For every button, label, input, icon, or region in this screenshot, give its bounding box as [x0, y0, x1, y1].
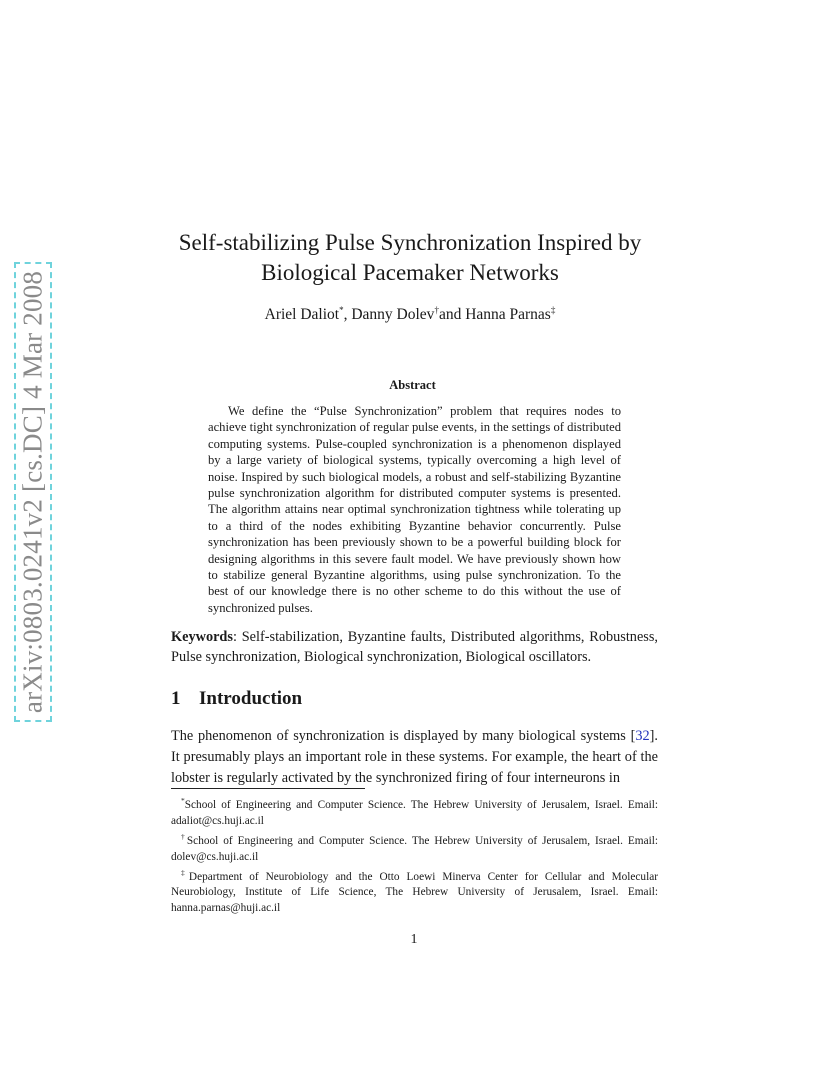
footnote-mark-3[interactable]: ‡ [550, 305, 556, 315]
footnote-mark-2[interactable]: † [434, 305, 439, 315]
author-daliot: Ariel Daliot [264, 306, 340, 324]
section-number: 1 [171, 688, 181, 709]
section-title: Introduction [199, 688, 303, 709]
page-number: 1 [410, 932, 418, 947]
citation-link[interactable]: 32 [635, 728, 650, 744]
abstract-heading: Abstract [389, 378, 436, 392]
footnote-mark: * [181, 796, 185, 805]
intro-paragraph [171, 726, 658, 789]
abstract-text: We define the “Pulse Synchronization” problem that requires nodes to achieve tight synchronization of regular pulse events, in the settings of distributed computing systems. Pulse-coupled synchronization is a phenomenon displayed by a large variety of biological systems, typically overcoming a high level of noise. Inspired by such biological models, a robust and self-stabilizing Byzantine pulse synchronization algorithm for distributed computer systems is presented. The algorithm attains near optimal synchronization tightness while tolerating up to a third of the nodes exhibiting Byzantine behavior concurrently. Pulse synchronization has been previously shown to be a powerful building block for designing algorithms in this severe fault model. We have previously shown how to stabilize general Byzantine algorithms, using pulse synchronization. To the best of our knowledge there is no other scheme to do this without the use of synchronized pulses. [208, 404, 621, 615]
intro-text-end: ]. It presumably plays an important role in these systems. For example, the heart of the lobster is regularly activated by the synchronized firing of four interneurons in [171, 728, 658, 786]
author-dolev: , Danny Dolev [343, 306, 435, 324]
footnote-text: Department of Neurobiology and the Otto Loewi Minerva Center for Cellular and Molecular Neurobiology, Institute of Life Science, The Hebrew University of Jerusalem, Israel. Email: hanna.parnas@huji.ac.il [171, 870, 658, 915]
arxiv-stamp-label: arXiv:0803.0241v2 [cs.DC] 4 Mar 2008 [17, 270, 48, 714]
paper-title [120, 228, 700, 288]
footnote-mark: † [181, 831, 187, 841]
section-heading [171, 688, 302, 710]
footnote-item [171, 829, 658, 865]
footnote-mark-1[interactable]: * [339, 305, 344, 315]
footnote-mark: ‡ [181, 867, 189, 877]
footnote-item [171, 865, 658, 917]
keywords-text: : Self-stabilization, Byzantine faults, Distributed algorithms, Robustness, Pulse synchronization, Biological synchronization, Biological oscillators. [171, 629, 658, 665]
footnotes [171, 793, 658, 916]
footnote-divider [171, 788, 365, 789]
footnote-text: School of Engineering and Computer Science. The Hebrew University of Jerusalem, Israel. Email: dolev@cs.huji.ac.il [171, 834, 659, 863]
title-line-1: Self-stabilizing Pulse Synchronization Inspired by [178, 230, 642, 255]
author-list [120, 305, 700, 324]
keywords-label: Keywords [171, 629, 233, 645]
title-line-2: Biological Pacemaker Networks [261, 260, 559, 285]
keywords-paragraph [171, 627, 658, 667]
footnote-text: School of Engineering and Computer Science. The Hebrew University of Jerusalem, Israel. Email: adaliot@cs.huji.ac.il [171, 798, 658, 827]
abstract-body [208, 403, 621, 616]
footnote-item [171, 793, 658, 829]
author-parnas: and Hanna Parnas [438, 306, 551, 324]
intro-text-start: The phenomenon of synchronization is displayed by many biological systems [ [171, 728, 636, 744]
